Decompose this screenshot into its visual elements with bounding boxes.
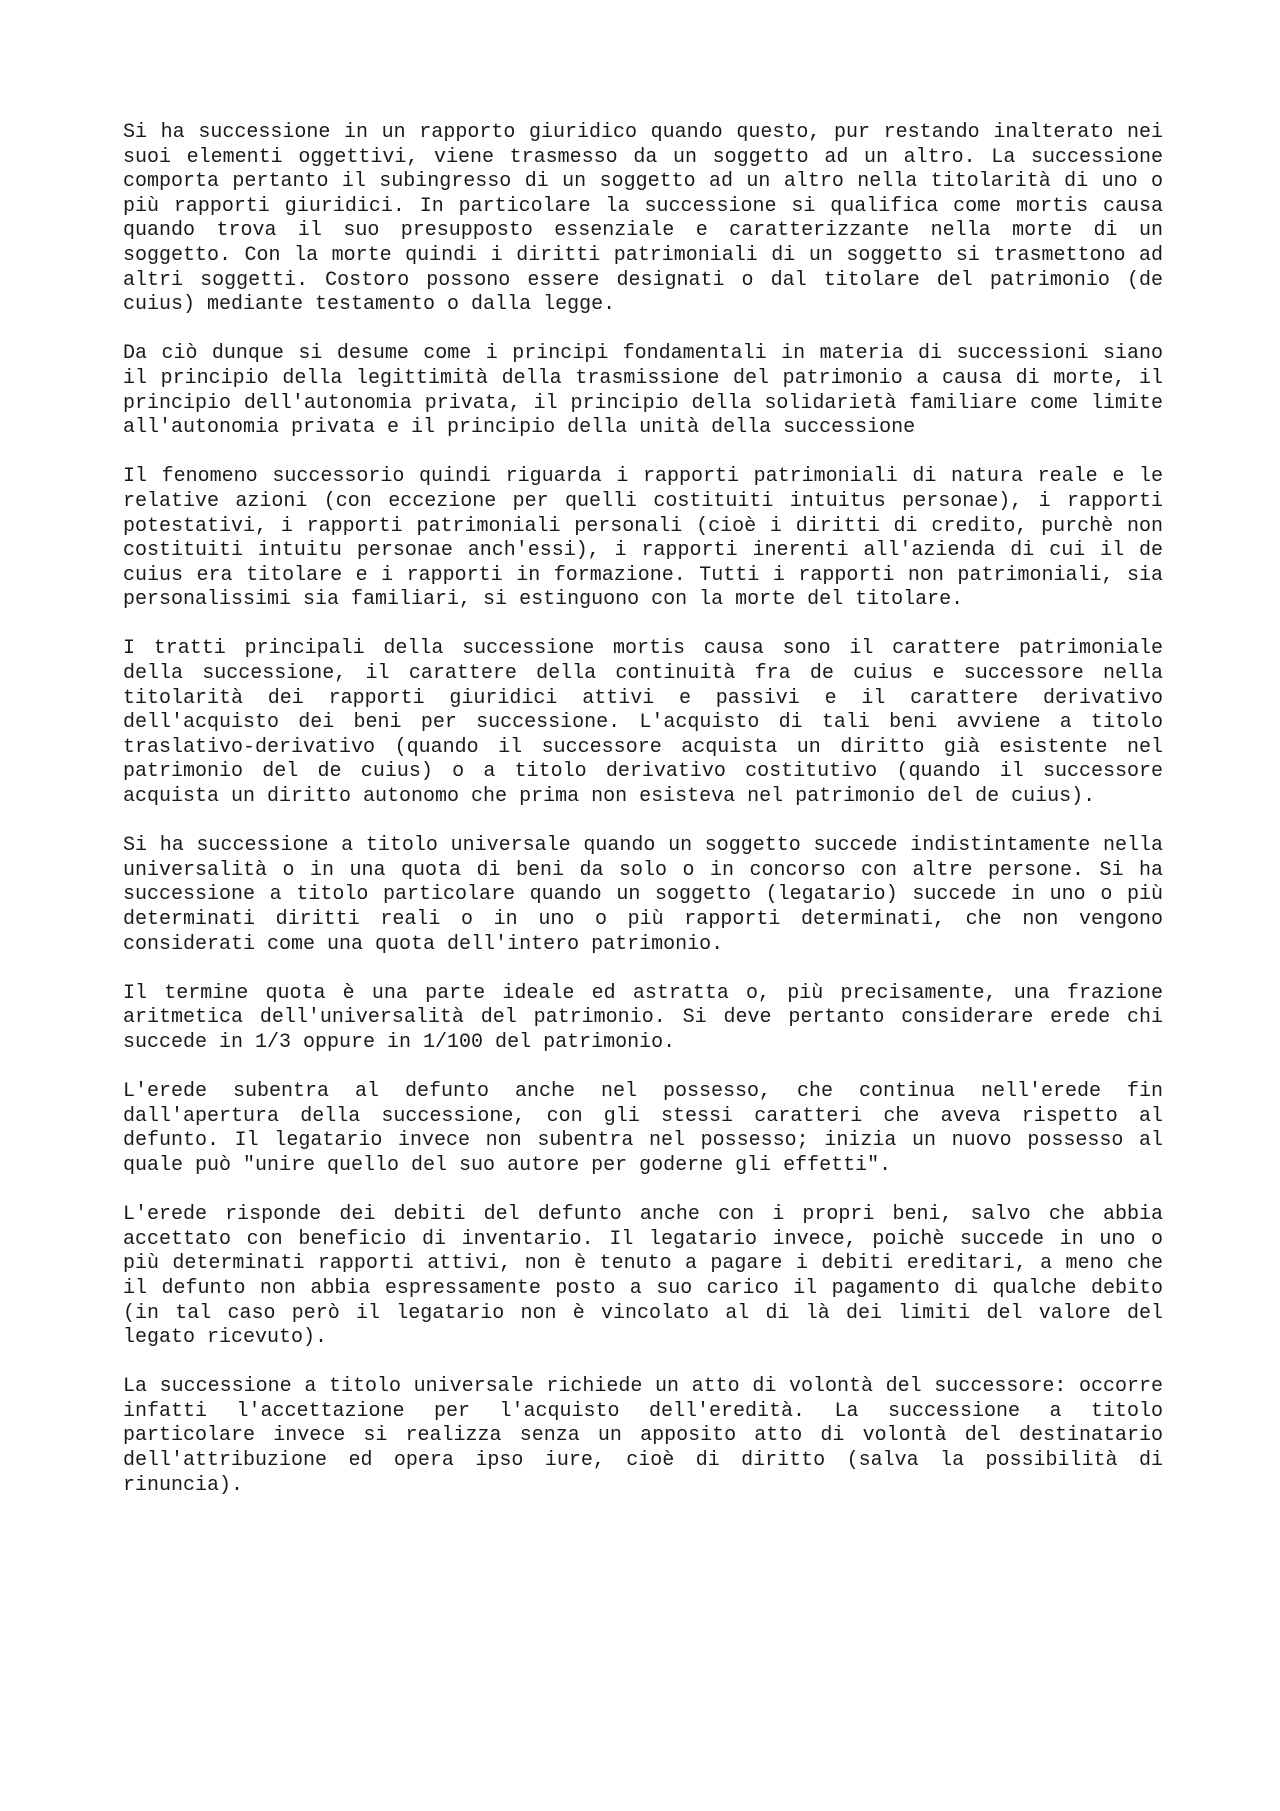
paragraph-succession-phenomenon: Il fenomeno successorio quindi riguarda i rapporti patrimoniali di natura reale e le relative azioni (con eccezione per quelli costituiti intuitus personae), i rapporti potestativi, i rapporti patrimoniali personali (cioè i diritti di credito, purchè non costituiti intuitu personae anch'essi), i rapporti inerenti all'azienda di cui il de cuius era titolare e i rapporti in formazione. Tutti i rapporti non patrimoniali, sia personalissimi sia familiari, si estinguono con la morte del titolare. — [123, 465, 1163, 612]
paragraph-quota: Il termine quota è una parte ideale ed astratta o, più precisamente, una frazione aritmetica dell'universalità del patrimonio. Si deve pertanto considerare erede chi succede in 1/3 oppure in 1/100 del patrimonio. — [123, 981, 1163, 1054]
paragraph-succession-definition: Si ha successione in un rapporto giuridico quando questo, pur restando inalterato nei suoi elementi oggettivi, viene trasmesso da un soggetto ad un altro. La successione comporta pertanto il subingresso di un soggetto ad un altro nella titolarità di uno o più rapporti giuridici. In particolare la successione si qualifica come mortis causa quando trova il suo presupposto essenziale e caratterizzante nella morte di un soggetto. Con la morte quindi i diritti patrimoniali di un soggetto si trasmettono ad altri soggetti. Costoro possono essere designati o dal titolare del patrimonio (de cuius) mediante testamento o dalla legge. — [123, 121, 1163, 317]
paragraph-main-features: I tratti principali della successione mortis causa sono il carattere patrimoniale della successione, il carattere della continuità fra de cuius e successore nella titolarità dei rapporti giuridici attivi e passivi e il carattere derivativo dell'acquisto dei beni per successione. L'acquisto di tali beni avviene a titolo traslativo-derivativo (quando il successore acquista un diritto già esistente nel patrimonio del de cuius) o a titolo derivativo costitutivo (quando il successore acquista un diritto autonomo che prima non esisteva nel patrimonio del de cuius). — [123, 637, 1163, 809]
paragraph-universal-particular: Si ha successione a titolo universale quando un soggetto succede indistintamente nella universalità o in una quota di beni da solo o in concorso con altre persone. Si ha successione a titolo particolare quando un soggetto (legatario) succede in uno o più determinati diritti reali o in uno o più rapporti determinati, che non vengono considerati come una quota dell'intero patrimonio. — [123, 834, 1163, 956]
paragraph-fundamental-principles: Da ciò dunque si desume come i principi fondamentali in materia di successioni siano il principio della legittimità della trasmissione del patrimonio a causa di morte, il principio dell'autonomia privata, il principio della solidarietà familiare come limite all'autonomia privata e il principio della unità della successione — [123, 342, 1163, 440]
paragraph-debts: L'erede risponde dei debiti del defunto anche con i propri beni, salvo che abbia accettato con beneficio di inventario. Il legatario invece, poichè succede in uno o più determinati rapporti attivi, non è tenuto a pagare i debiti ereditari, a meno che il defunto non abbia espressamente posto a suo carico il pagamento di qualche debito (in tal caso però il legatario non è vincolato al di là dei limiti del valore del legato ricevuto). — [123, 1203, 1163, 1350]
paragraph-acceptance: La successione a titolo universale richiede un atto di volontà del successore: occorre infatti l'accettazione per l'acquisto dell'eredità. La successione a titolo particolare invece si realizza senza un apposito atto di volontà del destinatario dell'attribuzione ed opera ipso iure, cioè di diritto (salva la possibilità di rinuncia). — [123, 1375, 1163, 1497]
paragraph-possession: L'erede subentra al defunto anche nel possesso, che continua nell'erede fin dall'apertura della successione, con gli stessi caratteri che aveva rispetto al defunto. Il legatario invece non subentra nel possesso; inizia un nuovo possesso al quale può "unire quello del suo autore per goderne gli effetti". — [123, 1080, 1163, 1177]
document-page — [123, 121, 1163, 1523]
